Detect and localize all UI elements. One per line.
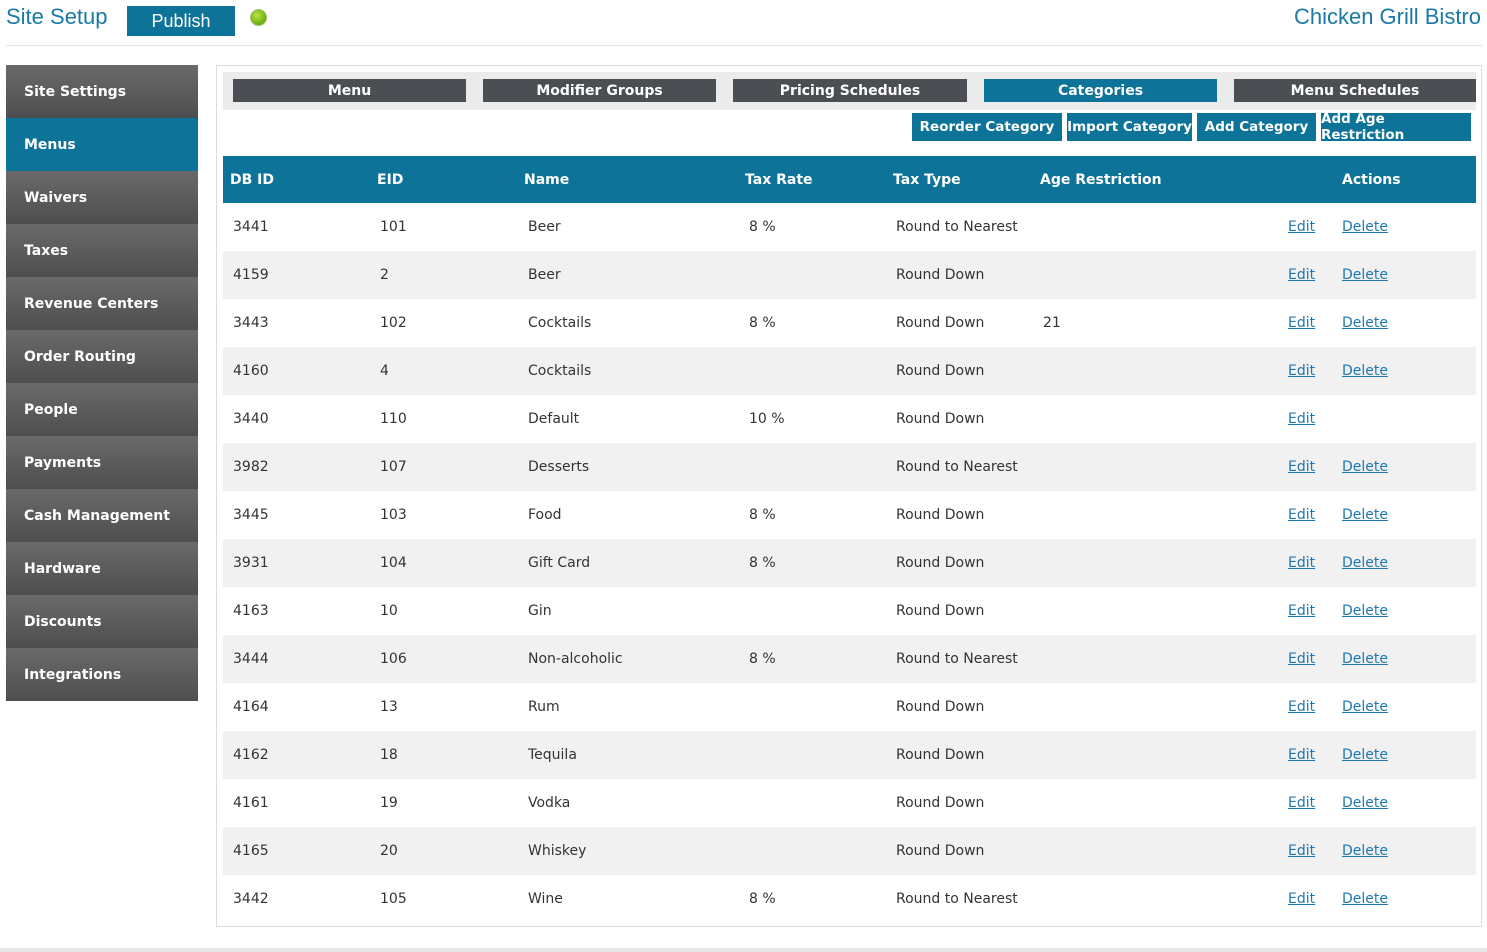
column-header-actions: Actions bbox=[1342, 171, 1401, 188]
actions-cell-edit bbox=[1288, 443, 1315, 491]
main-panel bbox=[216, 65, 1482, 927]
sidebar-item-hardware[interactable]: Hardware bbox=[6, 542, 198, 595]
table-row bbox=[223, 539, 1476, 587]
actions-cell-edit bbox=[1288, 395, 1315, 443]
delete-link[interactable]: Delete bbox=[1342, 219, 1388, 235]
delete-link[interactable]: Delete bbox=[1342, 507, 1388, 523]
tab-menu-schedules[interactable]: Menu Schedules bbox=[1234, 79, 1476, 102]
cell-name: Desserts bbox=[528, 459, 590, 475]
cell-eid: 107 bbox=[380, 459, 407, 475]
cell-name: Vodka bbox=[528, 795, 571, 811]
cell-db-id: 4161 bbox=[233, 795, 269, 811]
table-row bbox=[223, 875, 1476, 923]
cell-db-id: 3444 bbox=[233, 651, 269, 667]
cell-tax-type: Round to Nearest bbox=[896, 651, 1018, 667]
actions-cell-delete bbox=[1342, 683, 1388, 731]
cell-eid: 102 bbox=[380, 315, 407, 331]
table-row bbox=[223, 635, 1476, 683]
cell-eid: 106 bbox=[380, 651, 407, 667]
table-row bbox=[223, 779, 1476, 827]
actions-cell-delete bbox=[1342, 731, 1388, 779]
edit-link[interactable]: Edit bbox=[1288, 747, 1316, 763]
cell-tax-type: Round Down bbox=[896, 555, 985, 571]
cell-tax-type: Round Down bbox=[896, 747, 985, 763]
delete-link[interactable]: Delete bbox=[1342, 315, 1388, 331]
actions-cell-edit bbox=[1288, 299, 1315, 347]
cell-age-restriction: 21 bbox=[1043, 315, 1061, 331]
table-row bbox=[223, 587, 1476, 635]
cell-tax-rate: 8 % bbox=[749, 507, 776, 523]
cell-db-id: 4165 bbox=[233, 843, 269, 859]
cell-tax-type: Round Down bbox=[896, 315, 985, 331]
cell-db-id: 4162 bbox=[233, 747, 269, 763]
cell-eid: 105 bbox=[380, 891, 407, 907]
cell-tax-type: Round Down bbox=[896, 603, 985, 619]
actions-cell-edit bbox=[1288, 875, 1315, 923]
edit-link[interactable]: Edit bbox=[1288, 411, 1316, 427]
delete-link[interactable]: Delete bbox=[1342, 603, 1388, 619]
cell-tax-type: Round Down bbox=[896, 411, 985, 427]
table-header bbox=[223, 156, 1476, 203]
cell-db-id: 3441 bbox=[233, 219, 269, 235]
actions-cell-edit bbox=[1288, 251, 1315, 299]
table-row bbox=[223, 251, 1476, 299]
publish-button[interactable]: Publish bbox=[127, 6, 235, 36]
cell-tax-rate: 8 % bbox=[749, 219, 776, 235]
cell-tax-type: Round Down bbox=[896, 267, 985, 283]
edit-link[interactable]: Edit bbox=[1288, 795, 1316, 811]
cell-tax-type: Round Down bbox=[896, 507, 985, 523]
cell-tax-type: Round to Nearest bbox=[896, 219, 1018, 235]
delete-link[interactable]: Delete bbox=[1342, 651, 1388, 667]
cell-db-id: 3982 bbox=[233, 459, 269, 475]
actions-cell-delete bbox=[1342, 203, 1388, 251]
table-row bbox=[223, 443, 1476, 491]
delete-link[interactable]: Delete bbox=[1342, 267, 1388, 283]
actions-cell-delete bbox=[1342, 635, 1388, 683]
actions-cell-delete bbox=[1342, 875, 1388, 923]
cell-name: Cocktails bbox=[528, 363, 592, 379]
edit-link[interactable]: Edit bbox=[1288, 555, 1316, 571]
edit-link[interactable]: Edit bbox=[1288, 267, 1316, 283]
business-name: Chicken Grill Bistro bbox=[1293, 4, 1481, 29]
actions-cell-edit bbox=[1288, 587, 1315, 635]
table-row bbox=[223, 731, 1476, 779]
actions-cell-edit bbox=[1288, 779, 1315, 827]
sidebar-item-discounts[interactable]: Discounts bbox=[6, 595, 198, 648]
add-category-button[interactable]: Add Category bbox=[1197, 113, 1316, 141]
sidebar-item-site-settings[interactable]: Site Settings bbox=[6, 65, 198, 118]
sidebar-item-revenue-centers[interactable]: Revenue Centers bbox=[6, 277, 198, 330]
cell-name: Default bbox=[528, 411, 580, 427]
cell-eid: 19 bbox=[380, 795, 398, 811]
tab-pricing-schedules[interactable]: Pricing Schedules bbox=[733, 79, 967, 102]
sidebar-item-cash-management[interactable]: Cash Management bbox=[6, 489, 198, 542]
table-row bbox=[223, 827, 1476, 875]
cell-db-id: 3443 bbox=[233, 315, 269, 331]
column-header-tax-type[interactable]: Tax Type bbox=[893, 171, 961, 188]
actions-cell-edit bbox=[1288, 491, 1315, 539]
cell-db-id: 4164 bbox=[233, 699, 269, 715]
cell-tax-type: Round Down bbox=[896, 363, 985, 379]
cell-tax-type: Round Down bbox=[896, 843, 985, 859]
cell-eid: 4 bbox=[380, 363, 389, 379]
import-category-button[interactable]: Import Category bbox=[1067, 113, 1192, 141]
tab-modifier-groups[interactable]: Modifier Groups bbox=[483, 79, 716, 102]
cell-tax-rate: 8 % bbox=[749, 315, 776, 331]
tab-menu[interactable]: Menu bbox=[233, 79, 466, 102]
cell-eid: 101 bbox=[380, 219, 407, 235]
edit-link[interactable]: Edit bbox=[1288, 891, 1316, 907]
cell-eid: 18 bbox=[380, 747, 398, 763]
table-row bbox=[223, 683, 1476, 731]
cell-db-id: 4159 bbox=[233, 267, 269, 283]
status-indicator-icon bbox=[250, 9, 267, 26]
table-row bbox=[223, 299, 1476, 347]
cell-tax-type: Round to Nearest bbox=[896, 891, 1018, 907]
sidebar-nav bbox=[6, 65, 198, 701]
page-title: Site Setup bbox=[6, 4, 108, 29]
column-header-tax-rate[interactable]: Tax Rate bbox=[745, 171, 813, 188]
table-row bbox=[223, 491, 1476, 539]
actions-cell-edit bbox=[1288, 827, 1315, 875]
cell-name: Gift Card bbox=[528, 555, 591, 571]
column-header-db-id[interactable]: DB ID bbox=[230, 171, 274, 188]
cell-eid: 13 bbox=[380, 699, 398, 715]
actions-cell-delete bbox=[1342, 251, 1388, 299]
delete-link[interactable]: Delete bbox=[1342, 555, 1388, 571]
actions-cell-delete bbox=[1342, 587, 1388, 635]
delete-link[interactable]: Delete bbox=[1342, 843, 1388, 859]
actions-bar bbox=[217, 112, 1483, 144]
delete-link[interactable]: Delete bbox=[1342, 363, 1388, 379]
cell-name: Beer bbox=[528, 267, 561, 283]
column-header-age-restriction[interactable]: Age Restriction bbox=[1040, 171, 1162, 188]
sidebar-item-integrations[interactable]: Integrations bbox=[6, 648, 198, 701]
sidebar-item-waivers[interactable]: Waivers bbox=[6, 171, 198, 224]
actions-cell-delete bbox=[1342, 779, 1388, 827]
cell-name: Cocktails bbox=[528, 315, 592, 331]
cell-eid: 10 bbox=[380, 603, 398, 619]
table-body bbox=[223, 203, 1476, 923]
table-row bbox=[223, 347, 1476, 395]
actions-cell-delete bbox=[1342, 827, 1388, 875]
edit-link[interactable]: Edit bbox=[1288, 315, 1316, 331]
actions-cell-delete bbox=[1342, 539, 1388, 587]
add-age-restriction-button[interactable]: Add Age Restriction bbox=[1321, 113, 1471, 141]
cell-name: Whiskey bbox=[528, 843, 587, 859]
delete-link[interactable]: Delete bbox=[1342, 891, 1388, 907]
cell-eid: 2 bbox=[380, 267, 389, 283]
actions-cell-edit bbox=[1288, 539, 1315, 587]
delete-link[interactable]: Delete bbox=[1342, 459, 1388, 475]
edit-link[interactable]: Edit bbox=[1288, 699, 1316, 715]
cell-name: Wine bbox=[528, 891, 563, 907]
actions-cell-edit bbox=[1288, 203, 1315, 251]
cell-name: Rum bbox=[528, 699, 560, 715]
cell-eid: 20 bbox=[380, 843, 398, 859]
column-header-name[interactable]: Name bbox=[524, 171, 570, 188]
cell-tax-type: Round Down bbox=[896, 795, 985, 811]
cell-db-id: 3931 bbox=[233, 555, 269, 571]
actions-cell-edit bbox=[1288, 347, 1315, 395]
edit-link[interactable]: Edit bbox=[1288, 219, 1316, 235]
actions-cell-delete bbox=[1342, 347, 1388, 395]
edit-link[interactable]: Edit bbox=[1288, 651, 1316, 667]
sidebar-item-order-routing[interactable]: Order Routing bbox=[6, 330, 198, 383]
actions-cell-delete bbox=[1342, 491, 1388, 539]
actions-cell-edit bbox=[1288, 731, 1315, 779]
actions-cell-delete bbox=[1342, 443, 1388, 491]
edit-link[interactable]: Edit bbox=[1288, 363, 1316, 379]
delete-link[interactable]: Delete bbox=[1342, 795, 1388, 811]
cell-tax-rate: 8 % bbox=[749, 555, 776, 571]
cell-name: Tequila bbox=[528, 747, 577, 763]
actions-cell-edit bbox=[1288, 635, 1315, 683]
edit-link[interactable]: Edit bbox=[1288, 843, 1316, 859]
edit-link[interactable]: Edit bbox=[1288, 603, 1316, 619]
cell-db-id: 3440 bbox=[233, 411, 269, 427]
sidebar-item-people[interactable]: People bbox=[6, 383, 198, 436]
sidebar-item-taxes[interactable]: Taxes bbox=[6, 224, 198, 277]
tab-strip bbox=[223, 72, 1476, 110]
sidebar-item-menus[interactable]: Menus bbox=[6, 118, 198, 171]
sidebar-item-payments[interactable]: Payments bbox=[6, 436, 198, 489]
categories-table bbox=[223, 156, 1476, 923]
delete-link[interactable]: Delete bbox=[1342, 747, 1388, 763]
cell-db-id: 3445 bbox=[233, 507, 269, 523]
header-divider bbox=[6, 45, 1482, 46]
top-bar bbox=[0, 0, 1487, 46]
cell-name: Food bbox=[528, 507, 562, 523]
cell-tax-rate: 8 % bbox=[749, 891, 776, 907]
cell-name: Gin bbox=[528, 603, 552, 619]
cell-tax-rate: 8 % bbox=[749, 651, 776, 667]
tab-categories[interactable]: Categories bbox=[984, 79, 1217, 102]
edit-link[interactable]: Edit bbox=[1288, 507, 1316, 523]
bottom-divider bbox=[0, 948, 1487, 952]
cell-db-id: 3442 bbox=[233, 891, 269, 907]
reorder-category-button[interactable]: Reorder Category bbox=[912, 113, 1062, 141]
edit-link[interactable]: Edit bbox=[1288, 459, 1316, 475]
cell-db-id: 4160 bbox=[233, 363, 269, 379]
cell-name: Beer bbox=[528, 219, 561, 235]
actions-cell-delete bbox=[1342, 299, 1388, 347]
table-row bbox=[223, 203, 1476, 251]
cell-eid: 103 bbox=[380, 507, 407, 523]
cell-eid: 110 bbox=[380, 411, 407, 427]
column-header-eid[interactable]: EID bbox=[377, 171, 404, 188]
actions-cell-edit bbox=[1288, 683, 1315, 731]
cell-tax-type: Round Down bbox=[896, 699, 985, 715]
cell-eid: 104 bbox=[380, 555, 407, 571]
cell-db-id: 4163 bbox=[233, 603, 269, 619]
cell-name: Non-alcoholic bbox=[528, 651, 623, 667]
cell-tax-rate: 10 % bbox=[749, 411, 785, 427]
cell-tax-type: Round to Nearest bbox=[896, 459, 1018, 475]
delete-link[interactable]: Delete bbox=[1342, 699, 1388, 715]
table-row bbox=[223, 395, 1476, 443]
